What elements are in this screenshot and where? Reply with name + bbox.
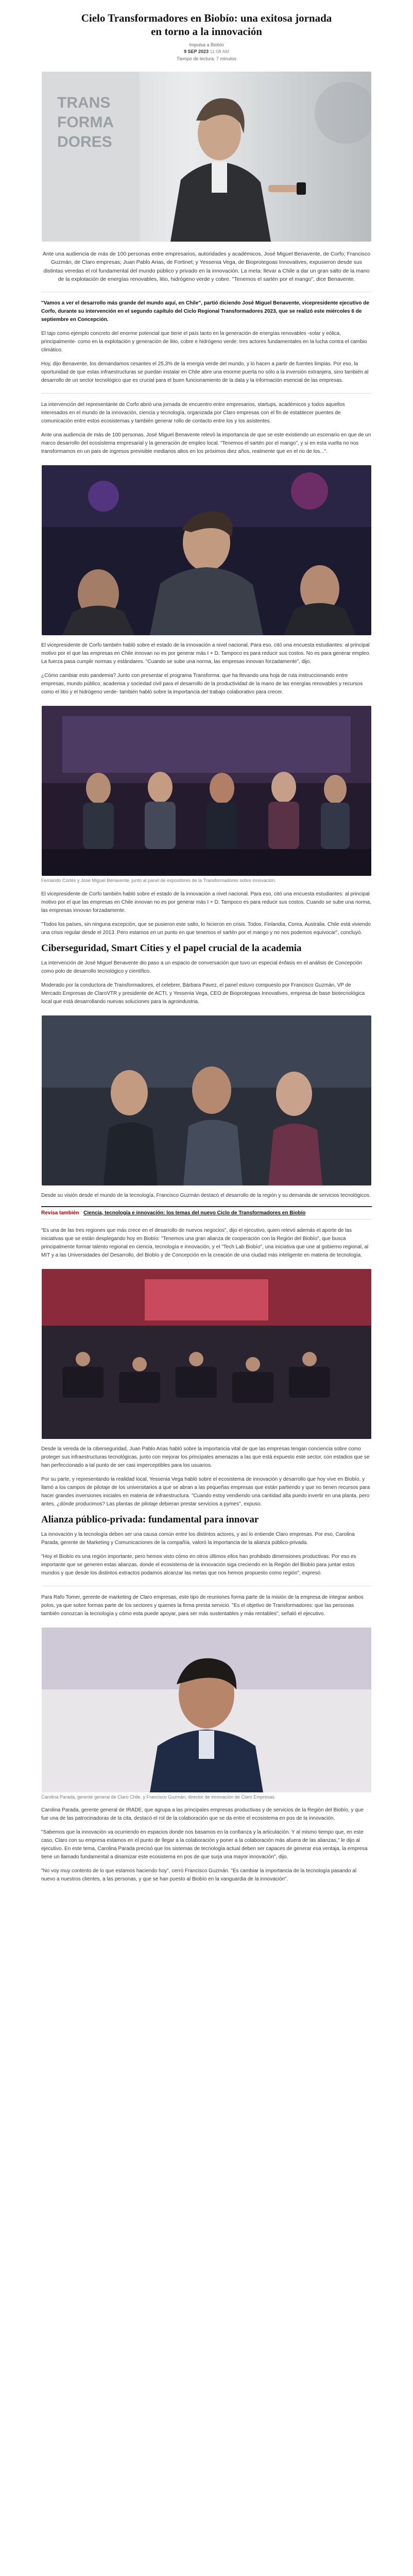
portrait-image <box>42 1628 371 1792</box>
related-tag: Revisa también <box>41 1210 79 1216</box>
paragraph-11: Moderado por la conductora de Transformadores, el celebrer, Bárbara Pavez, el panel estuvo compuesto por Francisco Guzmán, VP de Mercado Empresas de ClaroVTR y presidente de ACTI, y Yessenia Vega, CEO de Bioprotegoas Innovatives, empresa de base biotecnológica local que está desarrollando nuevas soluciones para la agroindustria. <box>41 982 365 1005</box>
paragraph-18: Para Rafo Tomer, gerente de marketing de Claro empresas, este tipo de reuniones forma parte de la misión de la empresa de integrar ambos polos, ya que sobre formas parte de los sectores y quienes la firma presta servicio. "Es el objetivo de Transformadores: que las personas también conozcan la tecnología y cómo esta puede apoyar, para ser más sustentables y más rentables", señaló el ejecutivo. <box>41 1594 364 1617</box>
paragraph-8: El vicepresidente de Corfo también habló sobre el estado de la innovación a nivel nacional. Para eso, citó una encuesta estudiantes: al principal motivo por el que las empresas en Chile innovan no es por generar más I + D. Tampoco es para reducir sus costos. Cuando se sube una norma, las empresas innovan forzadamente. <box>41 891 371 913</box>
paragraph-5: Ante una audiencia de más de 100 personas, José Miguel Benavente relevó la importancia de que se este existiendo un escenario en que de un marco desarrollo del ecosistema empresarial y la generación de empleo local. "Tenemos el sartén por el mango", y si en esta vuelta no nos transformamos en un país de ingresos previsible medianos altos en los próximos diez años, realmente que en el rio de los...". <box>41 432 371 455</box>
paragraph-16: La innovación y la tecnología deben ser una causa común entre los distintos actores, y así lo entiende Claro empresas. Por eso, Carolina Parada, gerente de Marketing y Comunicaciones de la compañía, valoró la importancia de la alianza público-privada. <box>41 1531 355 1546</box>
paragraph-13: "Es una de las tres regiones que más crece en el desarrollo de nuevos negocios", dijo el ejecutivo, quien relevó además el aporte de las iniciativas que se están desplegando hoy en Biobío: "Tenemos una gran alianza de cooperación con la Región del Biobío", que busca principalmente formar talento regional en ciencia, tecnología e innovación, y el "Tech Lab Biobío", una iniciativa que une al gobierno regional, al MIT y a las Universidades del Desarrollo, del Biobío y de Concepción en la creación de una ciudad más inteligente en materia de tecnología. <box>41 1227 369 1258</box>
paragraph-7: ¿Cómo cambiar esto pandemia? Junto con presentar el programa Transforma: que ha llevando una hoja de ruta instruccionando entre empresas, mundo público, academia y sociedad civil para el desarrollo de la productividad de la mano de las energías renovables y recursos como el litio y el hidrógeno verde- también habló sobre la importancia del trabajo colaborativo para crecer. <box>41 673 363 696</box>
subheading-2: Alianza público-privada: fundamental para innovar <box>41 1514 259 1525</box>
paragraph-17: "Hoy el Biobío es una región importante, pero hemos visto cómo en otros últimos ellos han prohibido dimensiones productivas. Por eso es importante que se generen estas alianzas, donde el ecosistema de la innovación siga creciendo en la Región del Biobío para juntar estos mundos y que desde los distintos extractos podamos alcanzar las metas que nos hemos propuesto como región", expresó. <box>41 1553 356 1576</box>
svg-text:FORMA: FORMA <box>57 114 114 131</box>
paragraph-9: "Todos los países, sin ninguna excepción, que se pusieron este salto, lo hicieron en crisis. Todos. Finlandia, Corea, Australia. Chile está viviendo una crisis regular desde el 2013. Pero estamos en un punto en que tenemos el sartén por el mango y no nos podemos equivocar", concluyó. <box>41 921 371 936</box>
portrait-photo <box>42 1628 371 1792</box>
paragraph-15: Por su parte, y representando la realidad local, Yessenia Vega habló sobre el ecosistema de innovación y desarrollo que hoy vive en Biobío, y llamó a los campos de pilotaje de los universitarios a que se abran a las pequeñas empresas que están partiendo y que no tienen recursos para hacer grandes inversiones iniciales en materia de infraestructura. "Cuando estoy vendiendo una cantidad alta puedo invertir en una planta, pero antes, ¿dónde producimos? Las plantas de pilotaje debieran prestar servicios a pymes", expuso. <box>41 1476 370 1507</box>
paragraph-12: Desde su visión desde el mundo de la tecnología, Francisco Guzmán destacó el desarrollo de la región y su demanda de servicios tecnológicos. <box>41 1192 371 1198</box>
panel-closeup-photo <box>42 1015 371 1185</box>
event-room-photo <box>42 1269 371 1439</box>
lead-paragraph: Ante una audiencia de más de 100 personas entre empresarios, autoridades y académicos, José Miguel Benavente, de Corfo; Francisco Guzmán, de Claro empresas; Juan Pablo Arias, de Fortinet; y Yessenia Vega, de Bioprotegoas Innovatives, expusieron desde sus distintas veredas el rol fundamental del mundo público y privado en la innovación. La meta: llevar a Chile a dar un gran salto de la mano de la explotación de energías renovables, litio, hidrógeno verde y cobre. "Tenemos el sartén por el mango", dice Benavente. <box>42 251 371 282</box>
subheading-1: Ciberseguridad, Smart Cities y el papel crucial de la academia <box>41 942 302 954</box>
paragraph-14: Desde la vereda de la ciberseguridad, Juan Pablo Arias habló sobre la importancia vital de que las empresas tengan conciencia sobre como proteger sus infraestructuras tecnológicas, junto con mejorar los principales amenazas a las que está expuesto este sector, con estadios que se han perfeccionado a tal punto de ser casi imperceptibles para los usuarios. <box>41 1446 370 1468</box>
article-headline: Cielo Transformadores en Biobío: una exitosa jornada en torno a la innovación <box>81 12 332 38</box>
paragraph-19: Carolina Parada, gerente general de IRADE, que agrupa a las principales empresas productivas y de servicios de la Región del Biobío, y que fue una de las patrocinadoras de la cita, destacó el rol de la colaboración que se da entre el ecosistema en pos de la innovación. <box>41 1807 364 1822</box>
svg-text:DORES: DORES <box>57 133 112 150</box>
related-title[interactable]: Ciencia, tecnología e innovación: los temas del nuevo Ciclo de Transformadores en Biobío <box>83 1210 306 1216</box>
event-room-image <box>42 1269 371 1439</box>
hero-photo <box>42 72 371 242</box>
paragraph-6: El vicepresidente de Corfo también habló sobre el estado de la innovación a nivel nacional. Para eso, citó una encuesta estudiantes: al principal motivo por el que las empresas en Chile innovan no es por generar más I + D. Tampoco es para reducir sus costos. No es para generar empleo. La fuerza pasa cumplir normas y estándares. "Cuando se sube una norma, las empresas innovan forzadamente", dijo. <box>41 642 371 665</box>
paragraph-4: La intervención del representante de Corfo abrió una jornada de encuentro entre empresarios, startups, académicos y todos aquellos interesados en el mundo de la innovación, ciencia y tecnología, organizada por Claro empresas con el fin de establecer puentes de comunicación entre estos ecosistemas y también generar rollo de contacto entre los y los asistentes. <box>41 402 345 425</box>
paragraph-10: La intervención de José Miguel Benavente dio paso a un espacio de conversación que tuvo un especial énfasis en el análisis de Concepción como polo de desarrollo tecnológico y científico. <box>41 960 363 974</box>
divider <box>41 393 372 394</box>
panel-photo <box>42 706 371 876</box>
publish-time: 11:08 AM <box>210 49 229 54</box>
byline: Impulsa a Biobío <box>189 42 224 47</box>
svg-text:TRANS: TRANS <box>57 94 111 111</box>
paragraph-2: El tajo como ejemplo concreto del enorme potencial que tiene el país tanto en la generación de energías renovables -solar y eólica, principalmente- como en la explotación y generación de litio, cobre e hidrógeno verde: tres actores fundamentales en la lucha contra el cambio climático. <box>41 331 367 353</box>
photo-3-caption: Fernando Cortés y José Miguel Benavente, junto al panel de expositores de la Transformadores sobre innovación. <box>41 878 276 884</box>
speaker-image <box>42 72 371 242</box>
reading-time: Tiempo de lectura: 7 minutos <box>177 56 236 61</box>
audience-photo <box>42 465 371 635</box>
photo-6-caption: Carolina Parada, gerente general de Claro Chile, y Francisco Guzmán, director de innovación de Claro Empresas. <box>41 1794 276 1800</box>
paragraph-20: "Sabemos que la innovación va ocurriendo en espacios donde nos basamos en la confianza y la articulación. Y al mismo tiempo que, en este caso, Claro con su empresa estamos en el punto de llegar a la colaboración y poner a la colaboración más afuera de las alianzas," le dijo al ejecutivo. En este tema, Carolina Parada precisó que los sistemas de tecnología actual deben ser capaces de generar esa ventaja, la empresa tiene un llamado fundamental a dinamizar este ecosistema en pos de que surja una mayor innovación", dijo. <box>41 1829 368 1860</box>
panel-image <box>42 706 371 876</box>
panel-closeup-image <box>42 1015 371 1185</box>
audience-image <box>42 465 371 635</box>
paragraph-1: "Vamos a ver el desarrollo más grande del mundo aquí, en Chile", partió diciendo José Miguel Benavente, vicepresidente ejecutivo de Corfo, durante su intervención en el segundo capítulo del Ciclo Regional Transformadores 2023, que se realizó este miércoles 6 de septiembre en Concepción. <box>41 300 369 323</box>
paragraph-3: Hoy, dijo Benavente, los demandamos cesantes el 25,3% de la energía verde del mundo, y lo hacen a partir de fuentes limpias. Por eso, la oportunidad de que estas infraestructuras se puedan instalar en Chile abre una enorme puerta no sólo a la inversión extranjera, sino también al desarrollo de un sector tecnológico que es crucial para el buen funcionamiento de la data y la información esencial de las empresas. <box>41 361 369 384</box>
article-meta <box>21 42 392 63</box>
publish-date: 9 SEP 2023 <box>184 49 209 54</box>
related-article-link[interactable] <box>41 1206 372 1219</box>
paragraph-21: "No voy muy contento de lo que estamos haciendo hoy", cerró Francisco Guzmán. "Es cambiar la importancia de la tecnología pasando al nuevo a nuestros clientes, a las personas, y que se han puesto al Biobío en la vanguardia de la innovación". <box>41 1868 357 1883</box>
